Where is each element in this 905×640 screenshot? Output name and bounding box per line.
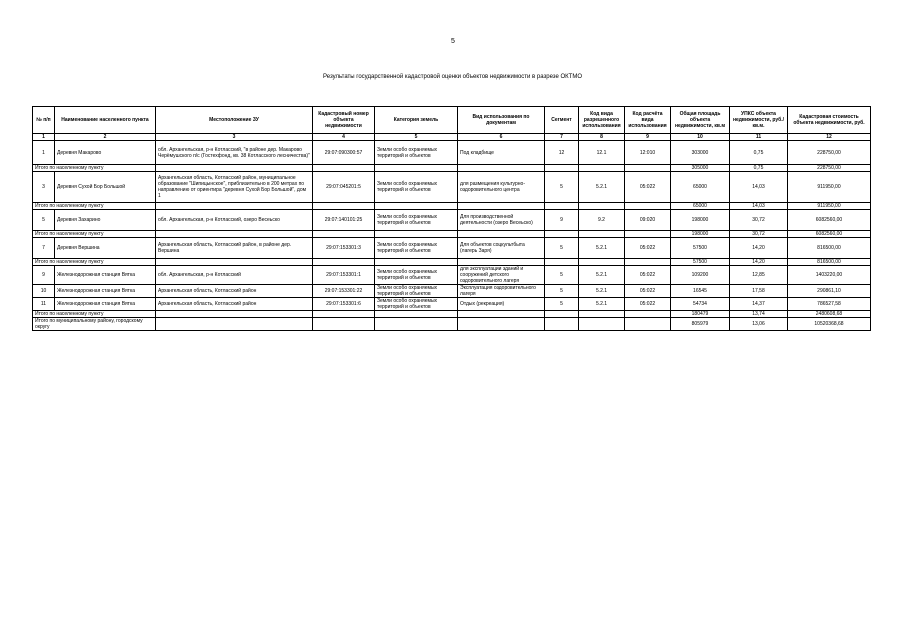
cell-upks: 12,85 [730,266,788,285]
cell-upks: 14,20 [730,238,788,259]
cell-use: Под кладбище [458,141,545,165]
empty-cell [579,259,625,266]
empty-cell [458,311,545,318]
table-row [33,238,871,259]
cell-value: 228750,00 [788,141,871,165]
subtotal-value: 6082560,00 [788,231,871,238]
empty-cell [313,311,375,318]
cell-cadastral: 29:07:045201:5 [313,172,375,203]
header-value: Кадастровая стоимость объекта недвижимости, руб. [788,107,871,134]
cell-category: Земли особо охраняемых территорий и объектов [375,285,458,298]
header-upks: УПКС объекта недвижимости, руб./кв.м. [730,107,788,134]
empty-cell [625,165,671,172]
empty-cell [579,318,625,331]
cell-segment: 5 [545,285,579,298]
subtotal-label: Итого по населенному пункту [33,231,156,238]
cell-area: 54734 [671,298,730,311]
subtotal-area: 65000 [671,203,730,210]
cell-use: Отдых (рекреация) [458,298,545,311]
subtotal-row [33,165,871,172]
empty-cell [375,259,458,266]
empty-cell [313,318,375,331]
cell-upks: 0,75 [730,141,788,165]
cell-segment: 5 [545,172,579,203]
empty-cell [579,165,625,172]
empty-cell [545,259,579,266]
cell-code-vri: 5.2.1 [579,238,625,259]
empty-cell [375,165,458,172]
header-area: Общая площадь объекта недвижимости, кв.м [671,107,730,134]
subtotal-upks: 0,75 [730,165,788,172]
empty-cell [625,311,671,318]
cell-code-vri: 9.2 [579,210,625,231]
column-number: 9 [625,134,671,141]
subtotal-area: 305000 [671,165,730,172]
subtotal-upks: 30,72 [730,231,788,238]
grand-total-label: Итого по муниципальному району, городскому округу [33,318,156,331]
table-row [33,141,871,165]
cell-settlement: Деревня Захарино [55,210,156,231]
empty-cell [156,165,313,172]
column-number: 5 [375,134,458,141]
cell-location: Архангельская область, Котласский район, в районе дер. Вершина [156,238,313,259]
cell-upks: 17,58 [730,285,788,298]
empty-cell [545,203,579,210]
table-row [33,298,871,311]
empty-cell [313,231,375,238]
cell-cadastral: 29:07:153301:3 [313,238,375,259]
cell-use: Для производственной деятельности (озеро Весеьско) [458,210,545,231]
subtotal-area: 198000 [671,231,730,238]
document-title: Результаты государственной кадастровой оценки объектов недвижимости в разрезе ОКТМО [323,74,582,80]
empty-cell [375,318,458,331]
cell-location: обл. Архангельская, р-н Котласский [156,266,313,285]
empty-cell [545,311,579,318]
header-cadastral: Кадастровый номер объекта недвижимости [313,107,375,134]
subtotal-label: Итого по населенному пункту [33,259,156,266]
cell-use: Для объектов соцкультбыта (лагерь Заря) [458,238,545,259]
subtotal-area: 180479 [671,311,730,318]
empty-cell [458,165,545,172]
cell-no: 5 [33,210,55,231]
header-location: Местоположение ЗУ [156,107,313,134]
cell-location: обл. Архангельская, р-н Котласский, озеро Весеьско [156,210,313,231]
grand-total-area: 805979 [671,318,730,331]
table-row [33,266,871,285]
cell-use: Эксплуатация оздоровительного лагеря [458,285,545,298]
subtotal-value: 911950,00 [788,203,871,210]
empty-cell [458,259,545,266]
cell-cadastral: 29:07:153301:1 [313,266,375,285]
subtotal-area: 57500 [671,259,730,266]
cell-cadastral: 29:07:153301:6 [313,298,375,311]
empty-cell [458,231,545,238]
cell-upks: 30,72 [730,210,788,231]
page-number: 5 [451,38,455,45]
empty-cell [156,203,313,210]
cell-area: 198000 [671,210,730,231]
header-code-vri: Код вида разрешенного использования [579,107,625,134]
cell-use: для эксплуатации зданий и сооружений детского оздоровительного лагеря [458,266,545,285]
empty-cell [313,203,375,210]
cell-category: Земли особо охраняемых территорий и объектов [375,238,458,259]
column-number: 6 [458,134,545,141]
empty-cell [579,231,625,238]
subtotal-upks: 14,03 [730,203,788,210]
cell-settlement: Деревня Сухой Бор Большой [55,172,156,203]
column-number: 3 [156,134,313,141]
grand-total-upks: 13,06 [730,318,788,331]
empty-cell [458,318,545,331]
cell-category: Земли особо охраняемых территорий и объектов [375,298,458,311]
cell-location: обл. Архангельская, р-н Котласский, "в районе дер. Макарово Черёмушского п/с (Гостехфонд, кв. 38 Котласского лесничества)" [156,141,313,165]
empty-cell [545,165,579,172]
cell-upks: 14,03 [730,172,788,203]
column-number: 11 [730,134,788,141]
cell-code-calc: 09:020 [625,210,671,231]
subtotal-row [33,203,871,210]
column-number: 7 [545,134,579,141]
header-segment: Сегмент [545,107,579,134]
cell-code-calc: 05:022 [625,266,671,285]
cell-area: 65000 [671,172,730,203]
table-row [33,210,871,231]
cell-code-calc: 12:010 [625,141,671,165]
table-header-row [33,107,871,134]
cell-no: 11 [33,298,55,311]
cell-code-vri: 5.2.1 [579,285,625,298]
cell-settlement: Железнодорожная станция Вятка [55,285,156,298]
cell-segment: 9 [545,210,579,231]
cell-no: 10 [33,285,55,298]
cell-value: 6082560,00 [788,210,871,231]
subtotal-row [33,311,871,318]
empty-cell [545,318,579,331]
empty-cell [156,318,313,331]
cell-no: 1 [33,141,55,165]
cell-value: 816500,00 [788,238,871,259]
empty-cell [458,203,545,210]
cell-no: 9 [33,266,55,285]
cell-segment: 5 [545,238,579,259]
subtotal-value: 228750,00 [788,165,871,172]
cell-category: Земли особо охраняемых территорий и объектов [375,210,458,231]
subtotal-row [33,259,871,266]
subtotal-value: 2480608,68 [788,311,871,318]
cell-code-calc: 05:022 [625,285,671,298]
valuation-table [32,106,871,331]
grand-total-row [33,318,871,331]
subtotal-label: Итого по населенному пункту [33,203,156,210]
column-number: 12 [788,134,871,141]
column-number: 8 [579,134,625,141]
column-numbers-row [33,134,871,141]
cell-settlement: Деревня Макарово [55,141,156,165]
cell-no: 3 [33,172,55,203]
subtotal-label: Итого по населенному пункту [33,311,156,318]
cell-code-calc: 05:022 [625,238,671,259]
cell-cadastral: 29:07:090300:57 [313,141,375,165]
column-number: 2 [55,134,156,141]
header-use: Вид использования по документам [458,107,545,134]
cell-segment: 5 [545,298,579,311]
cell-code-calc: 05:022 [625,172,671,203]
cell-settlement: Деревня Вершина [55,238,156,259]
cell-code-vri: 12.1 [579,141,625,165]
subtotal-upks: 14,20 [730,259,788,266]
empty-cell [579,203,625,210]
cell-cadastral: 29:07:140101:25 [313,210,375,231]
grand-total-value: 10520368,68 [788,318,871,331]
empty-cell [375,311,458,318]
cell-area: 16545 [671,285,730,298]
cell-location: Архангельская область, Котласский район [156,298,313,311]
cell-settlement: Железнодорожная станция Вятка [55,266,156,285]
empty-cell [313,259,375,266]
empty-cell [375,231,458,238]
subtotal-row [33,231,871,238]
cell-code-calc: 05:022 [625,298,671,311]
header-no: № п/п [33,107,55,134]
cell-category: Земли особо охраняемых территорий и объектов [375,266,458,285]
empty-cell [313,165,375,172]
table-row [33,172,871,203]
cell-cadastral: 29:07:153301:22 [313,285,375,298]
empty-cell [156,259,313,266]
empty-cell [545,231,579,238]
empty-cell [579,311,625,318]
cell-code-vri: 5.2.1 [579,298,625,311]
column-number: 4 [313,134,375,141]
cell-upks: 14,37 [730,298,788,311]
cell-value: 911950,00 [788,172,871,203]
cell-settlement: Железнодорожная станция Вятка [55,298,156,311]
subtotal-upks: 13,74 [730,311,788,318]
empty-cell [156,311,313,318]
cell-code-vri: 5.2.1 [579,266,625,285]
empty-cell [625,259,671,266]
header-code-calc: Код расчёта вида использования [625,107,671,134]
cell-category: Земли особо охраняемых территорий и объектов [375,172,458,203]
cell-location: Архангельская область, Котласский район, муниципальное образование "Шипицынское", приблизительно в 200 метрах по направлению от ориентира "деревня Сухой Бор Большой", дом 1 [156,172,313,203]
cell-value: 290861,10 [788,285,871,298]
column-number: 1 [33,134,55,141]
cell-location: Архангельская область, Котласский район [156,285,313,298]
cell-value: 1403220,00 [788,266,871,285]
cell-no: 7 [33,238,55,259]
cell-area: 109200 [671,266,730,285]
cell-segment: 12 [545,141,579,165]
subtotal-value: 816500,00 [788,259,871,266]
header-settlement: Наименование населенного пункта [55,107,156,134]
empty-cell [625,203,671,210]
cell-segment: 5 [545,266,579,285]
header-category: Категория земель [375,107,458,134]
empty-cell [625,231,671,238]
empty-cell [156,231,313,238]
cell-code-vri: 5.2.1 [579,172,625,203]
table-row [33,285,871,298]
subtotal-label: Итого по населенному пункту [33,165,156,172]
cell-value: 786527,58 [788,298,871,311]
empty-cell [375,203,458,210]
cell-use: для размещения культурно-оздоровительного центра [458,172,545,203]
cell-category: Земли особо охраняемых территорий и объектов [375,141,458,165]
column-number: 10 [671,134,730,141]
cell-area: 303000 [671,141,730,165]
cell-area: 57500 [671,238,730,259]
empty-cell [625,318,671,331]
